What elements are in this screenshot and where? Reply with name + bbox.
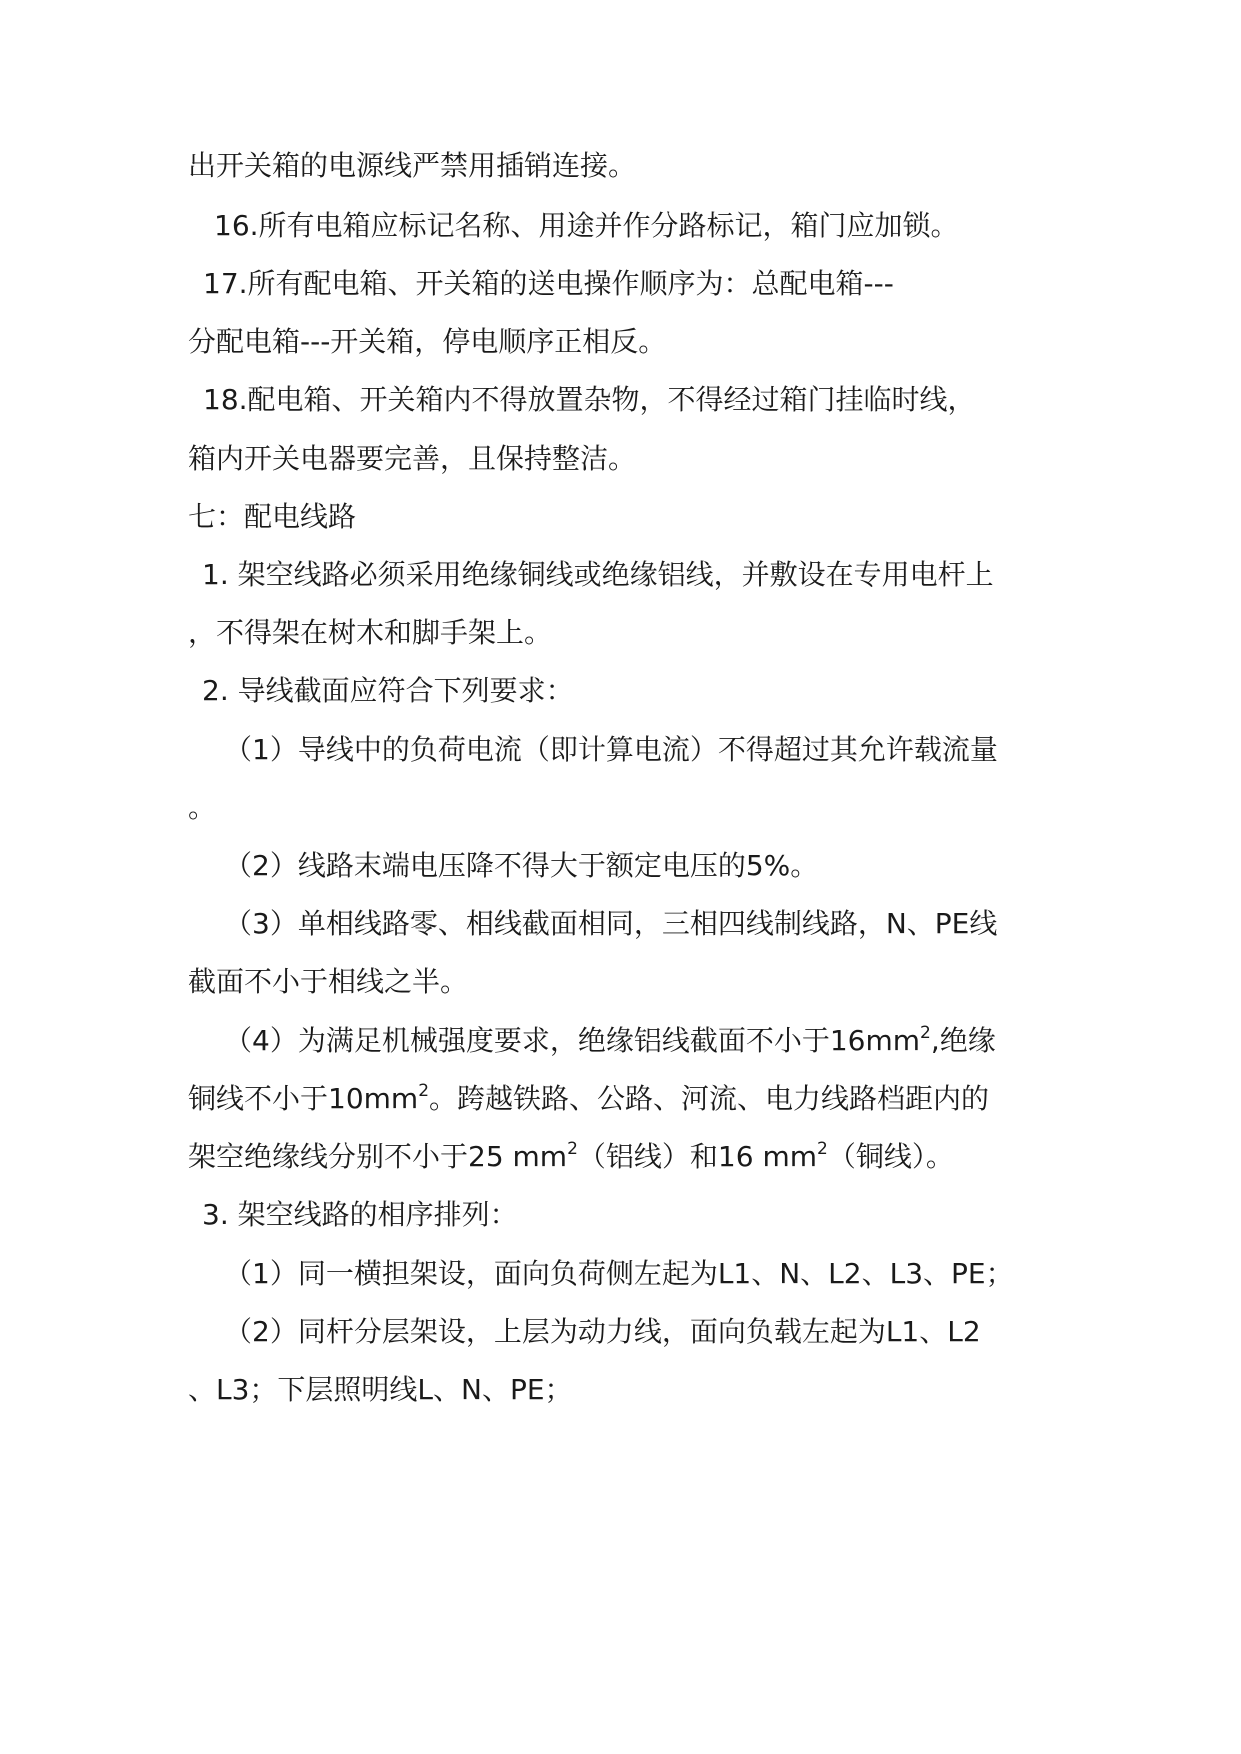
text-line-1: 出开关箱的电源线严禁用插销连接。 — [188, 149, 637, 182]
text-line-16 — [224, 1021, 996, 1061]
text-line-3: 17.所有配电箱、开关箱的送电操作顺序为：总配电箱--- — [203, 267, 894, 300]
text-line-15: 截面不小于相线之半。 — [188, 965, 469, 998]
text-line-5: 18.配电箱、开关箱内不得放置杂物，不得经过箱门挂临时线， — [203, 383, 976, 416]
section-heading: 七：配电线路 — [188, 500, 357, 533]
superscript: 2 — [418, 1081, 430, 1101]
text-line-10: 2. 导线截面应符合下列要求： — [202, 674, 574, 707]
text-line-21: （2）同杆分层架设，上层为动力线，面向负载左起为L1、L2 — [224, 1315, 981, 1348]
text-line-19: 3. 架空线路的相序排列： — [202, 1198, 518, 1231]
text-line-4: 分配电箱---开关箱，停电顺序正相反。 — [188, 325, 667, 358]
text-line-13: （2）线路末端电压降不得大于额定电压的5%。 — [224, 849, 819, 882]
text-line-14: （3）单相线路零、相线截面相同，三相四线制线路，N、PE线 — [224, 907, 998, 940]
superscript: 2 — [567, 1139, 578, 1159]
text-fragment: ,绝缘 — [930, 1024, 996, 1057]
text-line-18 — [188, 1137, 954, 1177]
text-fragment: （铝线）和16 mm — [577, 1140, 818, 1173]
superscript: 2 — [920, 1023, 931, 1043]
text-line-17 — [188, 1079, 989, 1119]
text-line-9: ，不得架在树木和脚手架上。 — [188, 616, 553, 649]
text-line-22: 、L3；下层照明线L、N、PE； — [188, 1373, 573, 1406]
text-fragment: （铜线）。 — [827, 1140, 954, 1173]
text-fragment: 架空绝缘线分别不小于25 mm — [188, 1140, 568, 1173]
text-fragment: （4）为满足机械强度要求，绝缘铝线截面不小于16mm — [224, 1024, 920, 1057]
text-line-8: 1. 架空线路必须采用绝缘铜线或绝缘铝线，并敷设在专用电杆上 — [202, 558, 994, 591]
text-fragment: 。跨越铁路、公路、河流、电力线路档距内的 — [429, 1082, 990, 1115]
text-line-2: 16.所有电箱应标记名称、用途并作分路标记，箱门应加锁。 — [214, 209, 959, 242]
text-line-12: 。 — [188, 791, 217, 824]
superscript: 2 — [817, 1139, 828, 1159]
text-fragment: 铜线不小于10mm — [188, 1082, 419, 1115]
text-line-20: （1）同一横担架设，面向负荷侧左起为L1、N、L2、L3、PE； — [224, 1257, 1014, 1290]
text-line-11: （1）导线中的负荷电流（即计算电流）不得超过其允许载流量 — [224, 733, 998, 766]
text-line-6: 箱内开关电器要完善，且保持整洁。 — [188, 442, 637, 475]
